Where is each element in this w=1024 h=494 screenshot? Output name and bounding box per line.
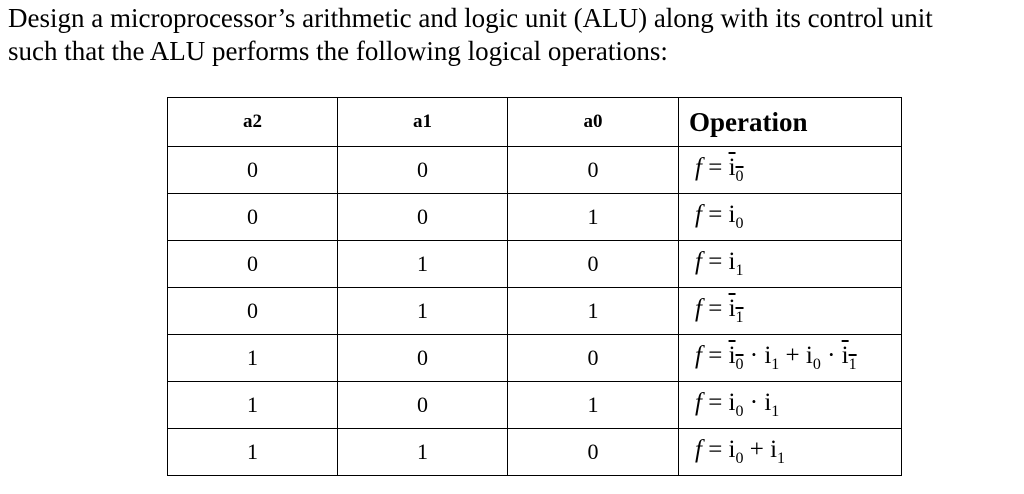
cell-a0: 0 bbox=[508, 335, 679, 382]
table-row bbox=[168, 194, 902, 241]
cell-operation: $f = i_0 + i_1$ bbox=[679, 429, 902, 476]
cell-a0: 0 bbox=[508, 147, 679, 194]
cell-operation: $f = i_1$ bbox=[679, 241, 902, 288]
cell-a1: 0 bbox=[338, 194, 508, 241]
header-a0: a0 bbox=[508, 98, 679, 147]
cell-a2: 1 bbox=[168, 429, 338, 476]
table-row bbox=[168, 382, 902, 429]
cell-operation: $f = i_0 \cdot i_1$ bbox=[679, 382, 902, 429]
cell-a1: 1 bbox=[338, 288, 508, 335]
cell-a1: 1 bbox=[338, 429, 508, 476]
cell-a2: 0 bbox=[168, 241, 338, 288]
problem-statement bbox=[8, 2, 1020, 68]
cell-a0: 1 bbox=[508, 194, 679, 241]
cell-a1: 0 bbox=[338, 335, 508, 382]
header-a1: a1 bbox=[338, 98, 508, 147]
table-row bbox=[168, 429, 902, 476]
cell-operation: $f = i_1$ bbox=[679, 288, 902, 335]
header-operation: Operation bbox=[679, 98, 902, 147]
cell-a2: 1 bbox=[168, 382, 338, 429]
cell-a0: 0 bbox=[508, 429, 679, 476]
alu-operation-table bbox=[167, 97, 902, 476]
cell-a1: 1 bbox=[338, 241, 508, 288]
cell-a2: 0 bbox=[168, 194, 338, 241]
table-row bbox=[168, 241, 902, 288]
cell-a0: 1 bbox=[508, 382, 679, 429]
header-a2: a2 bbox=[168, 98, 338, 147]
table-row bbox=[168, 147, 902, 194]
table-header-row bbox=[168, 98, 902, 147]
cell-a1: 0 bbox=[338, 147, 508, 194]
problem-line-1: Design a microprocessor’s arithmetic and logic unit (ALU) along with its control unit bbox=[8, 3, 933, 33]
cell-operation: $f = i_0$ bbox=[679, 147, 902, 194]
table-row bbox=[168, 335, 902, 382]
problem-line-2: such that the ALU performs the following logical operations: bbox=[8, 36, 668, 66]
cell-a1: 0 bbox=[338, 382, 508, 429]
cell-a0: 1 bbox=[508, 288, 679, 335]
cell-operation: $f = i_0$ bbox=[679, 194, 902, 241]
table-row bbox=[168, 288, 902, 335]
cell-a0: 0 bbox=[508, 241, 679, 288]
cell-a2: 0 bbox=[168, 147, 338, 194]
cell-operation: $f = i_0 \cdot i_1 + i_0 \cdot i_1$ bbox=[679, 335, 902, 382]
cell-a2: 0 bbox=[168, 288, 338, 335]
cell-a2: 1 bbox=[168, 335, 338, 382]
